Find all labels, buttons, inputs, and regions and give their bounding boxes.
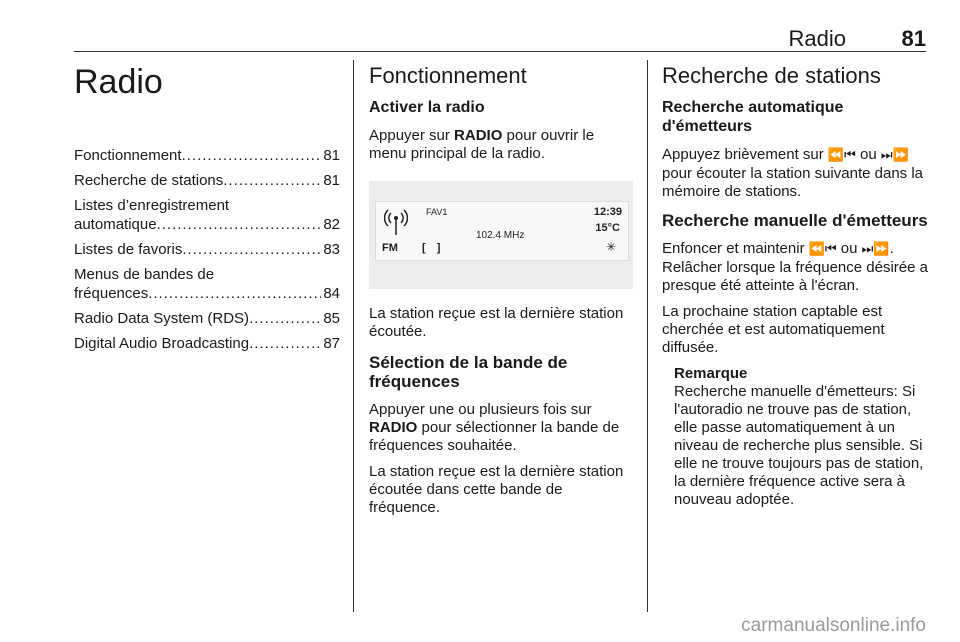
- column-divider: [353, 60, 354, 612]
- station-search-column: [662, 62, 928, 509]
- paragraph: La prochaine station captable est cherchée et est automatiquement diffusée.: [662, 303, 885, 356]
- toc-entry-label: Digital Audio Broadcasting: [74, 335, 250, 352]
- toc-leader-dots: [249, 309, 321, 328]
- radio-display-image: [369, 181, 633, 289]
- bluetooth-icon: ✳: [605, 240, 616, 254]
- text: Enfoncer et maintenir: [662, 240, 809, 257]
- text: pour sélectionner la bande de fréquences souhaitée.: [369, 419, 620, 454]
- subsection-title: Activer la radio: [369, 99, 485, 116]
- text: .: [889, 240, 894, 257]
- toc-entry[interactable]: [74, 265, 340, 303]
- toc-page-number: 81: [323, 147, 340, 164]
- text: ou: [855, 146, 881, 163]
- paragraph: La station reçue est la dernière station écoutée dans cette bande de fréquence.: [369, 463, 624, 516]
- temperature-readout: 15°C: [595, 222, 620, 234]
- radio-button-label: RADIO: [369, 419, 418, 436]
- table-of-contents: [74, 146, 340, 353]
- frequency-readout: 102.4 MHz: [476, 230, 525, 241]
- toc-entry[interactable]: [74, 334, 340, 353]
- toc-entry-row: [74, 215, 340, 234]
- toc-entry-label: Radio Data System (RDS): [74, 310, 250, 327]
- header-divider: [74, 51, 926, 52]
- toc-entry-label: automatique: [74, 216, 157, 233]
- toc-page-number: 81: [323, 172, 340, 189]
- toc-leader-dots: [223, 171, 321, 190]
- paragraph: [369, 401, 633, 455]
- toc-entry[interactable]: [74, 309, 340, 328]
- toc-leader-dots: [249, 334, 321, 353]
- toc-entry-label: Listes d’enregistrement: [74, 197, 230, 214]
- toc-entry[interactable]: [74, 171, 340, 190]
- band-label: FM: [382, 242, 398, 254]
- page-header: [74, 26, 926, 52]
- subsection-title: Sélection de la bande de fréquences: [369, 353, 568, 391]
- paragraph: Relâcher lorsque la fréquence désirée a presque été atteinte à l'écran.: [662, 259, 928, 294]
- paragraph: [662, 240, 928, 259]
- note-title: Remarque: [674, 365, 748, 382]
- seek-back-icon: ⏪⏮: [808, 242, 837, 257]
- toc-entry-row: [74, 240, 340, 259]
- toc-entry-label: Menus de bandes de: [74, 266, 215, 283]
- text: ou: [836, 240, 862, 257]
- section-title: Fonctionnement: [369, 63, 527, 88]
- paragraph: [369, 127, 633, 163]
- toc-entry-label: Recherche de stations: [74, 172, 224, 189]
- page-number: 81: [901, 26, 926, 51]
- watermark: carmanualsonline.info: [741, 615, 926, 636]
- toc-leader-dots: [157, 215, 322, 234]
- toc-leader-dots: [148, 284, 321, 303]
- toc-page-number: 87: [323, 335, 340, 352]
- toc-page-number: 85: [323, 310, 340, 327]
- toc-entry-row: [74, 284, 340, 303]
- text: pour écouter la station suivante dans la mémoire de stations.: [662, 165, 923, 200]
- paragraph: [662, 146, 928, 201]
- text: pour ouvrir le menu principal de la radio.: [369, 127, 595, 162]
- toc-leader-dots: [182, 240, 321, 259]
- toc-entry-row: [74, 334, 340, 353]
- seek-forward-icon: ⏭⏩: [880, 148, 909, 163]
- toc-entry[interactable]: [74, 240, 340, 259]
- text: Appuyer une ou plusieurs fois sur: [369, 401, 592, 418]
- note-text: Recherche manuelle d'émetteurs: Si l'autoradio ne trouve pas de station, elle passe automatiquement à un niveau de recherche plus sensible. Si elle ne trouve toujours pas de station, la dernière fréquence active sera à nouveau adoptée.: [674, 383, 924, 508]
- station-name-brackets: [ ]: [422, 242, 445, 254]
- toc-entry-label: Fonctionnement: [74, 147, 182, 164]
- seek-forward-icon: ⏭⏩: [861, 242, 890, 257]
- column-divider: [647, 60, 648, 612]
- toc-entry-label: Listes de favoris: [74, 241, 183, 258]
- text: Appuyer sur: [369, 127, 455, 144]
- toc-entry-row: [74, 146, 340, 165]
- toc-leader-dots: [182, 146, 322, 165]
- operation-column: [369, 62, 633, 525]
- toc-page-number: 84: [323, 285, 340, 302]
- chapter-title: Radio: [74, 63, 163, 101]
- radio-screen: [375, 201, 629, 261]
- toc-entry-row: [74, 171, 340, 190]
- paragraph: La station reçue est la dernière station écoutée.: [369, 305, 624, 340]
- toc-column: [74, 62, 340, 359]
- toc-page-number: 82: [323, 216, 340, 233]
- note-box: [674, 365, 928, 509]
- toc-entry-label: fréquences: [74, 285, 149, 302]
- toc-entry[interactable]: [74, 146, 340, 165]
- clock-readout: 12:39: [593, 206, 622, 218]
- seek-back-icon: ⏪⏮: [827, 148, 856, 163]
- text: Appuyez brièvement sur: [662, 146, 828, 163]
- radio-button-label: RADIO: [454, 127, 503, 144]
- header-section-title: Radio: [788, 26, 846, 51]
- toc-entry-row: [74, 309, 340, 328]
- subsection-title: Recherche automatique d'émetteurs: [662, 99, 844, 135]
- toc-page-number: 83: [323, 241, 340, 258]
- section-title: Recherche de stations: [662, 63, 881, 88]
- toc-entry[interactable]: [74, 196, 340, 234]
- favourite-list-label: FAV1: [426, 207, 448, 217]
- subsection-title: Recherche manuelle d'émetteurs: [662, 211, 928, 230]
- antenna-icon: [384, 207, 408, 237]
